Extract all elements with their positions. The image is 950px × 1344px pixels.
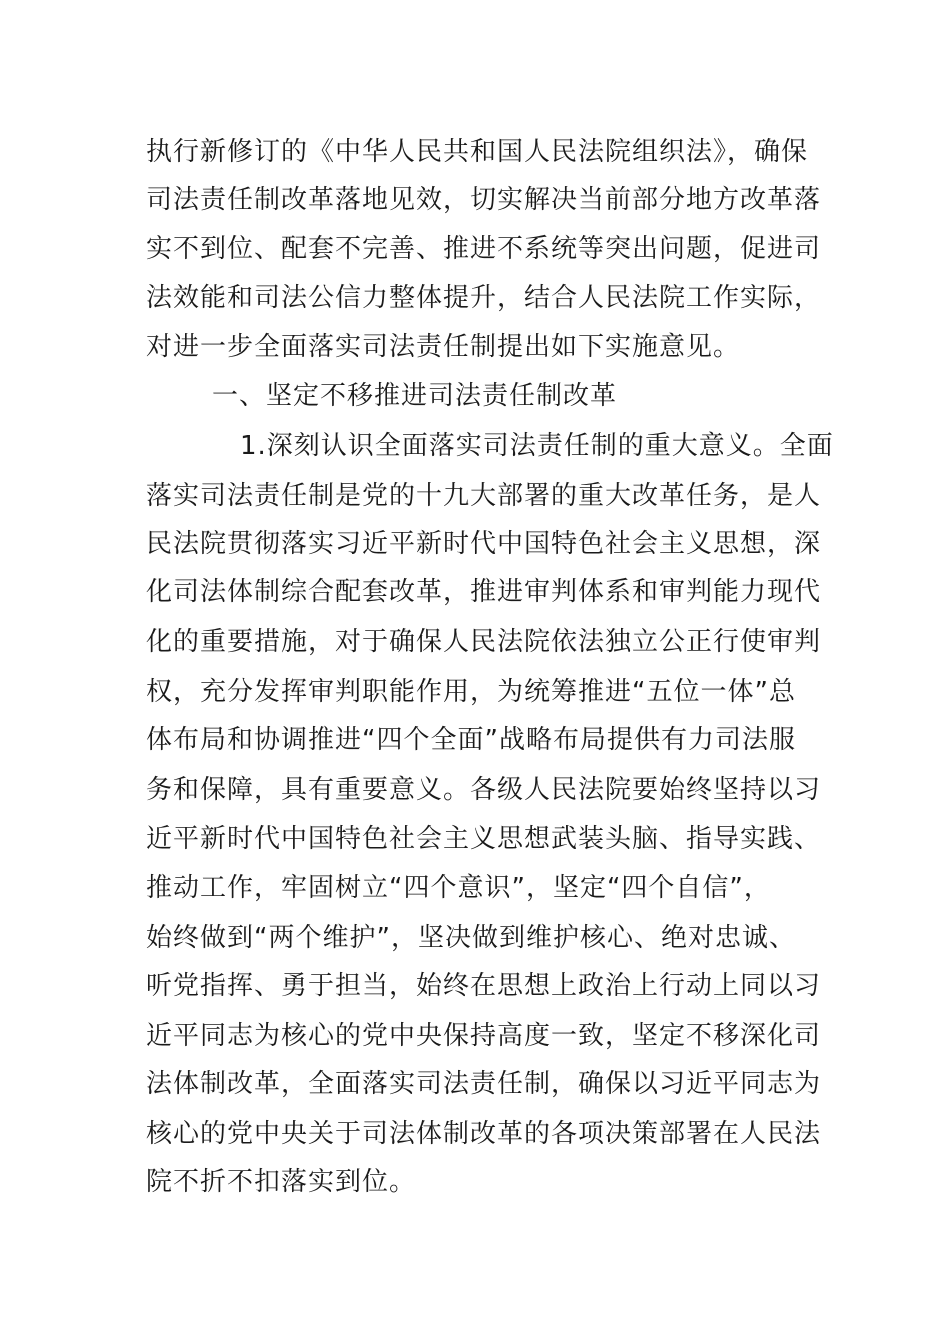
text-line: 推动工作，牢固树立“四个意识”，坚定“四个自信”，: [146, 873, 771, 903]
text-line: 实不到位、配套不完善、推进不系统等突出问题，促进司: [146, 234, 822, 264]
text-line: 1.深刻认识全面落实司法责任制的重大意义。全面: [240, 431, 834, 461]
text-line: 务和保障，具有重要意义。各级人民法院要始终坚持以习: [146, 775, 822, 805]
text-line: 化的重要措施，对于确保人民法院依法独立公正行使审判: [146, 627, 822, 657]
text-line: 化司法体制综合配套改革，推进审判体系和审判能力现代: [146, 577, 822, 607]
text-line: 听党指挥、勇于担当，始终在思想上政治上行动上同以习: [146, 971, 822, 1001]
text-line: 近平同志为核心的党中央保持高度一致，坚定不移深化司: [146, 1021, 822, 1051]
text-line: 法体制改革，全面落实司法责任制，确保以习近平同志为: [146, 1069, 822, 1099]
text-line: 院不折不扣落实到位。: [146, 1167, 417, 1197]
text-line: 法效能和司法公信力整体提升，结合人民法院工作实际，: [146, 283, 822, 313]
text-line: 核心的党中央关于司法体制改革的各项决策部署在人民法: [146, 1119, 822, 1149]
text-line: 近平新时代中国特色社会主义思想武装头脑、指导实践、: [146, 824, 822, 854]
text-line: 始终做到“两个维护”，坚决做到维护核心、绝对忠诚、: [146, 923, 796, 953]
text-line: 民法院贯彻落实习近平新时代中国特色社会主义思想，深: [146, 529, 822, 559]
text-line: 体布局和协调推进“四个全面”战略布局提供有力司法服: [146, 725, 796, 755]
text-line: 权，充分发挥审判职能作用，为统筹推进“五位一体”总: [146, 677, 796, 707]
text-line: 司法责任制改革落地见效，切实解决当前部分地方改革落: [146, 185, 822, 215]
text-line: 落实司法责任制是党的十九大部署的重大改革任务，是人: [146, 481, 822, 511]
text-line: 执行新修订的《中华人民共和国人民法院组织法》，确保: [146, 137, 809, 167]
section-heading: 一、坚定不移推进司法责任制改革: [212, 381, 618, 411]
text-line: 对进一步全面落实司法责任制提出如下实施意见。: [146, 332, 741, 362]
